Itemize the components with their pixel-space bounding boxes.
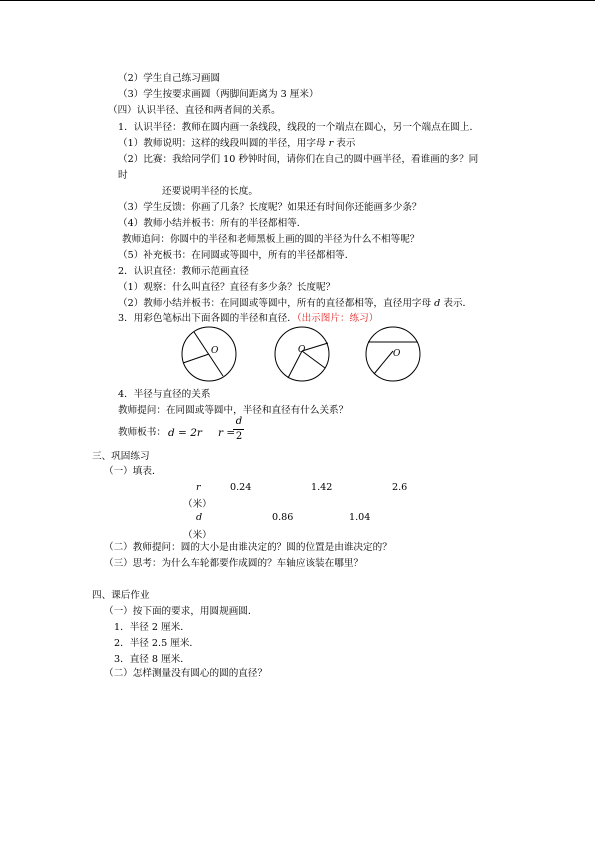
table-r-value: 0.24: [230, 482, 252, 493]
circle-2: [275, 327, 329, 381]
line-diameter-summary: （2）教师小结并板书：在同圆或等圆中，所有的直径都相等，直径用字母 d 表示．: [118, 298, 473, 309]
line-homework-2: 2．半径 2.5 厘米．: [114, 638, 200, 649]
exercise-circles-figure: [180, 325, 425, 383]
section-four-homework-heading: 四、课后作业: [92, 590, 150, 601]
line-teacher-summary: （4）教师小结并板书：所有的半径都相等．: [118, 218, 307, 229]
line-competition-cont: 时: [118, 170, 128, 181]
fraction-numerator: d: [235, 416, 243, 427]
line-homework-instructions: （一）按下面的要求，用圆规画圆．: [104, 606, 258, 617]
line-homework-3: 3．直径 8 厘米．: [114, 654, 190, 665]
line-teacher-question-circle: （二）教师提问：圆的大小是由谁决定的？圆的位置是由谁决定的？: [104, 542, 392, 553]
line-supplement: （5）补充板书：在同圆或等圆中，所有的半径都相等．: [118, 250, 355, 261]
line-know-radius: 1．认识半径：教师在圆内画一条线段，线段的一个端点在圆心，另一个端点在圆上．: [118, 122, 480, 133]
section-three-heading: 三、巩固练习: [92, 451, 150, 462]
line-explain-length: 还要说明半径的长度。: [162, 186, 258, 197]
table-r-value: 1.42: [311, 482, 333, 493]
table-r-label: r: [196, 482, 201, 493]
line-practice-circle: （2）学生自己练习画圆: [118, 73, 221, 84]
line-relation-question: 教师提问：在同圆或等圆中，半径和直径有什么关系？: [118, 405, 349, 416]
table-d-unit: （米）: [183, 530, 212, 541]
table-d-value: 1.04: [349, 512, 371, 523]
line-teacher-followup: 教师追问：你圆中的半径和老师黑板上画的圆的半径为什么不相等呢？: [122, 234, 420, 245]
line-homework-question: （二）怎样测量没有圆心的圆的直径？: [104, 668, 268, 679]
line-competition: （2）比赛：我给同学们 10 秒钟时间，请你们在自己的圆中画半径，看谁画的多？同: [118, 154, 479, 165]
line-homework-1: 1．半径 2 厘米．: [114, 622, 190, 633]
line-student-feedback: （3）学生反馈：你画了几条？长度呢？如果还有时间你还能画多少条？: [118, 202, 422, 213]
section-four-heading: （四）认识半径、直径和两者间的关系。: [108, 105, 281, 116]
line-think-wheel: （三）思考：为什么车轮都要作成圆的？车轴应该装在哪里？: [104, 558, 364, 569]
formula-diameter: d = 2r: [168, 427, 202, 439]
fraction-denominator: 2: [235, 431, 243, 442]
line-know-diameter: 2．认识直径：教师示范画直径: [118, 266, 249, 277]
circle-1: [182, 327, 236, 381]
top-border: [0, 0, 595, 1]
svg-text:O: O: [393, 349, 401, 359]
table-d-value: 0.86: [272, 512, 294, 523]
svg-text:O: O: [298, 345, 306, 355]
formula-radius-lhs: r =: [218, 427, 236, 439]
svg-text:O: O: [211, 346, 219, 356]
line-relation-heading: 4．半径与直径的关系: [118, 389, 211, 400]
line-draw-circle-requirement: （3）学生按要求画圆（两脚间距离为 3 厘米）: [118, 89, 319, 100]
line-observe: （1）观察：什么叫直径？直径有多少条？长度呢？: [118, 282, 336, 293]
table-d-label: d: [196, 512, 203, 523]
circle-3: [366, 327, 420, 381]
line-mark-exercise: 3．用彩色笔标出下面各圆的半径和直径．（出示图片：练习）: [118, 313, 379, 324]
line-teacher-explain: （1）教师说明：这样的线段叫圆的半径，用字母 r 表示: [118, 138, 356, 149]
table-r-value: 2.6: [392, 482, 408, 493]
line-board-formula-label: 教师板书：: [118, 427, 166, 438]
line-fill-table: （一）填表．: [104, 466, 162, 477]
fraction-bar: [233, 429, 244, 430]
table-r-unit: （米）: [183, 499, 212, 510]
